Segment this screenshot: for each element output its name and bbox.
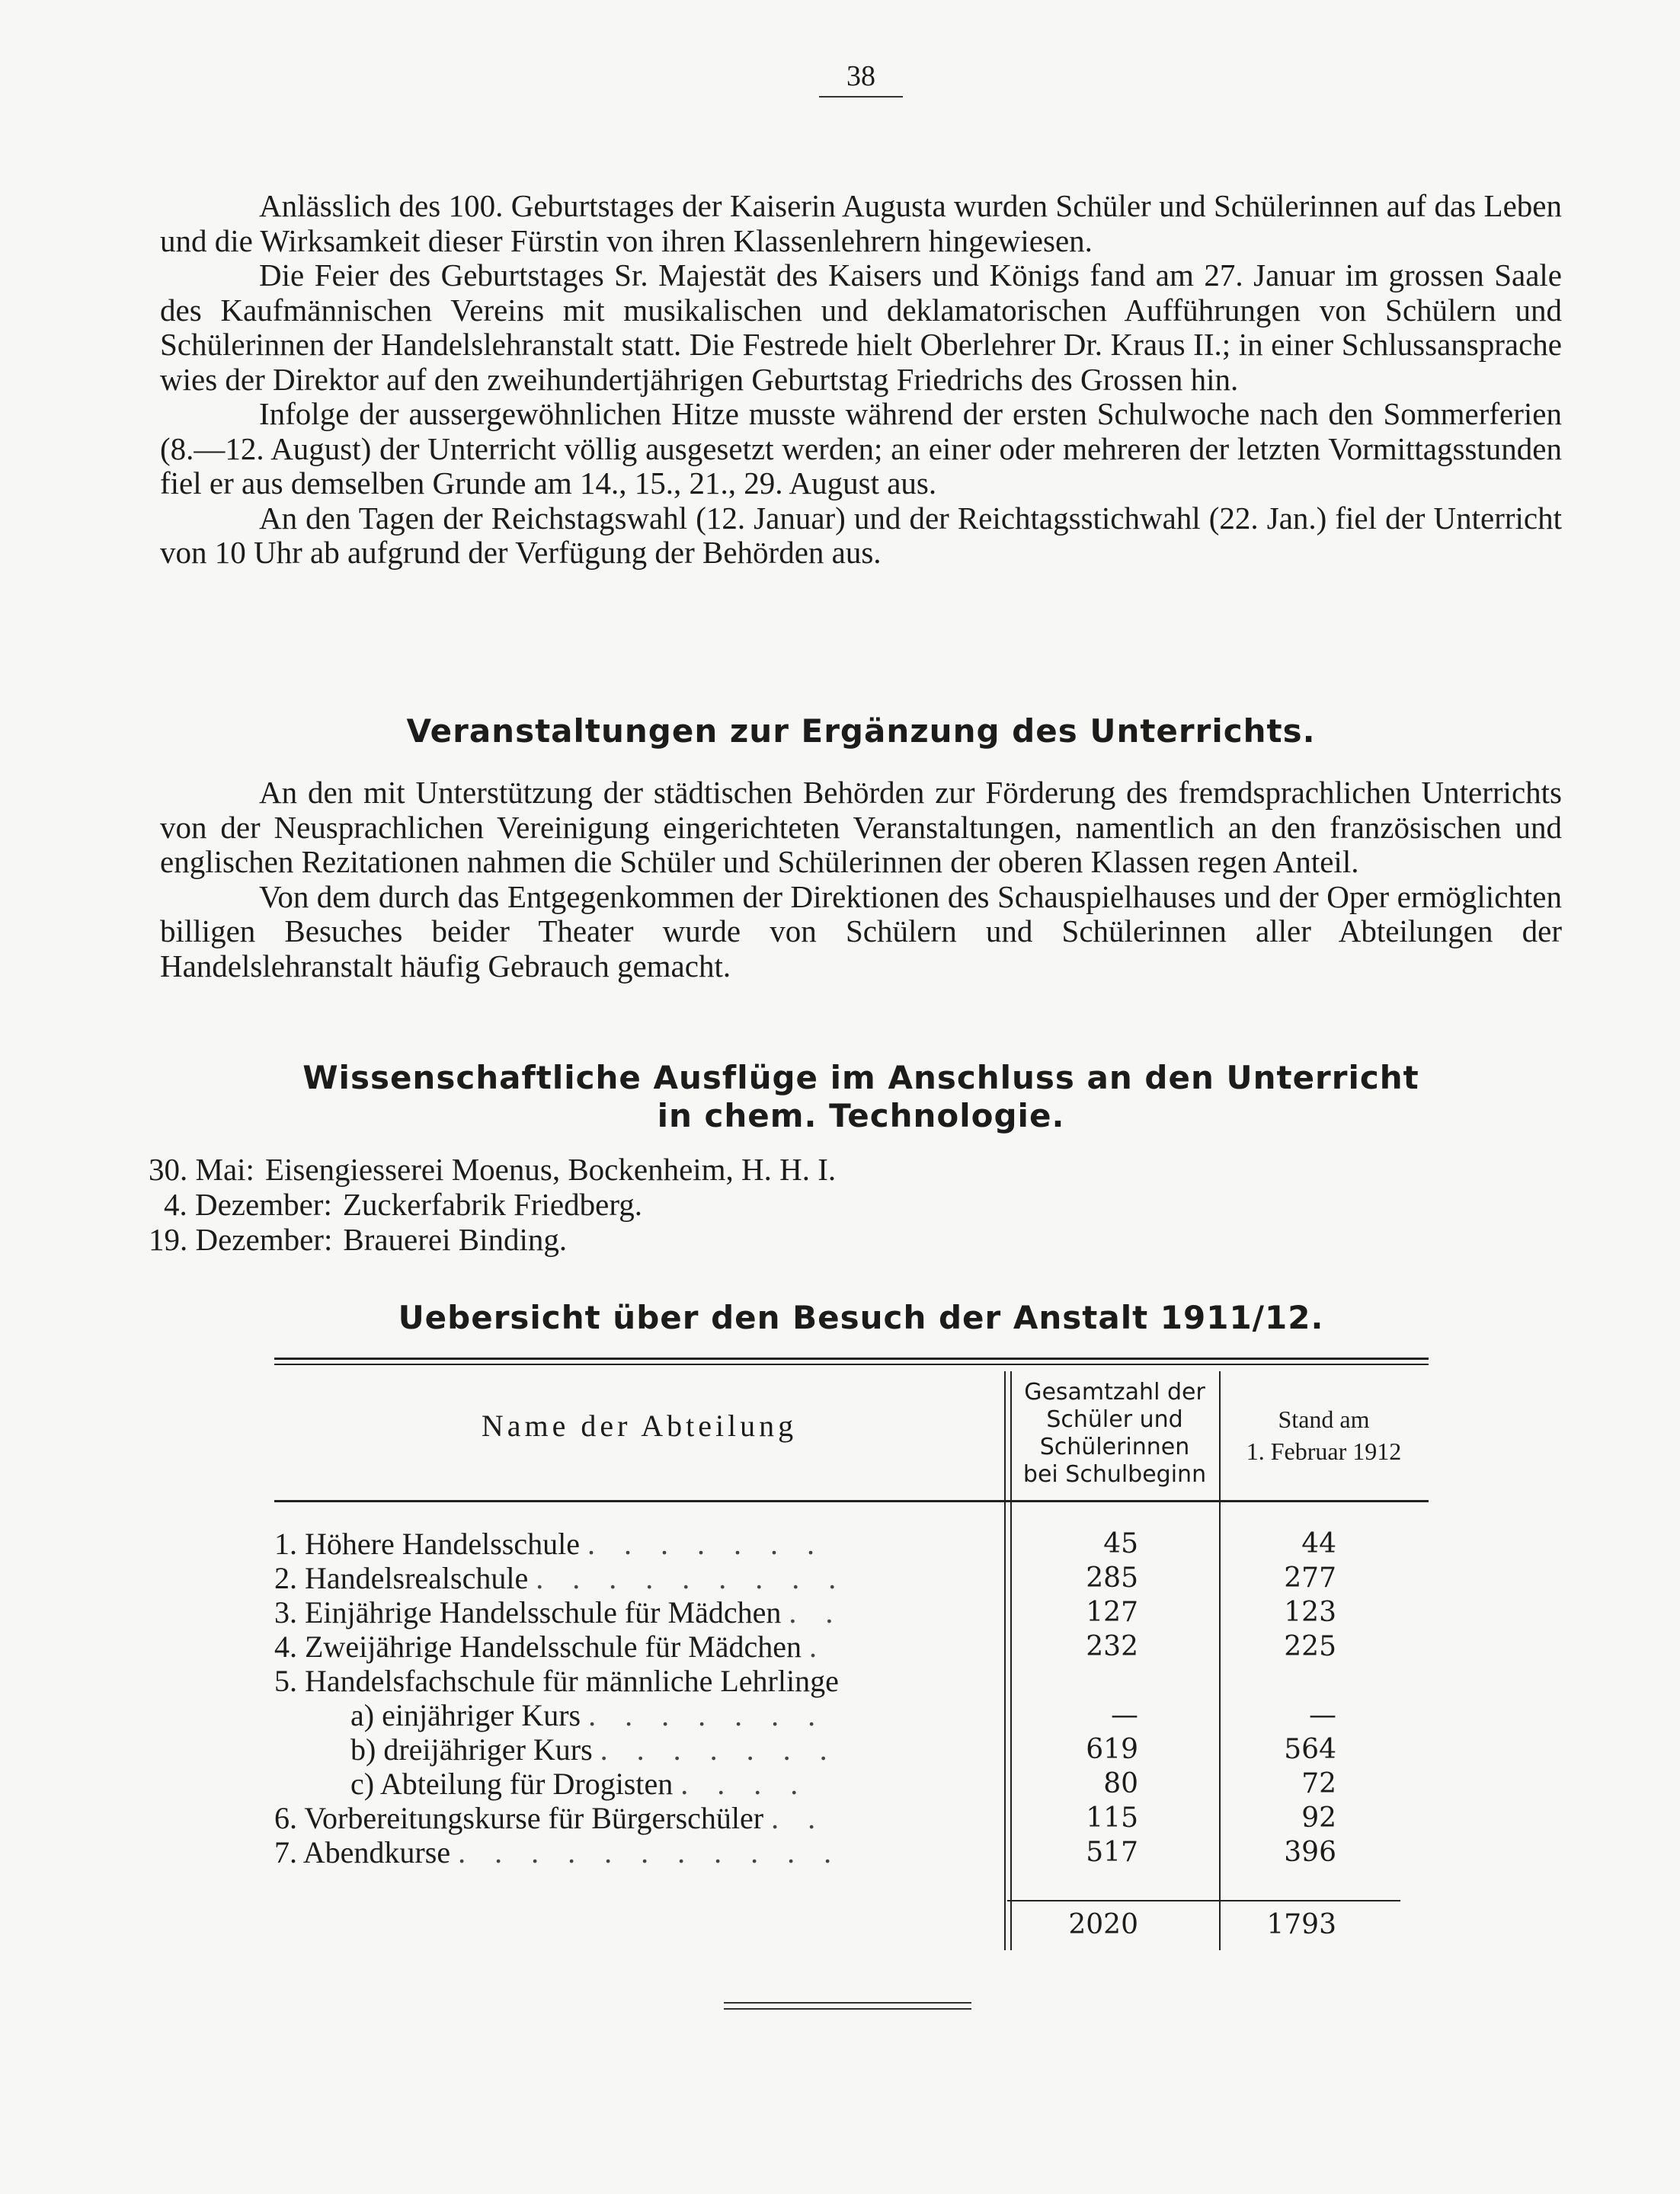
leader-dots: . — [808, 1630, 827, 1664]
excursion-place: Brauerei Binding. — [343, 1222, 568, 1257]
row-name — [274, 1630, 960, 1664]
row-stand: 277 — [1284, 1562, 1336, 1594]
row-name — [274, 1908, 960, 1942]
table-sum-row — [274, 1908, 1429, 1942]
row-label: 4. Zweijährige Handelsschule für Mädchen — [274, 1630, 802, 1664]
list-item — [149, 1152, 1291, 1187]
row-total: 127 — [1086, 1597, 1138, 1628]
table-row — [274, 1698, 1429, 1732]
excursion-date: 4. Dezember: — [164, 1187, 332, 1222]
table-row — [274, 1561, 1429, 1595]
row-label: b) dreijähriger Kurs — [350, 1732, 593, 1767]
table-rule — [1007, 1900, 1400, 1901]
header-line: Gesamtzahl der — [1024, 1379, 1205, 1406]
row-total: — — [1111, 1700, 1138, 1731]
table-row — [274, 1801, 1429, 1835]
row-stand: 44 — [1301, 1528, 1336, 1559]
row-name — [274, 1527, 960, 1561]
list-item — [149, 1187, 1291, 1222]
table-row — [274, 1527, 1429, 1561]
leader-dots: . . . . . . . — [600, 1732, 838, 1767]
sum-total: 2020 — [1068, 1909, 1138, 1940]
heading-line: in chem. Technologie. — [657, 1097, 1065, 1134]
row-stand: 564 — [1284, 1734, 1336, 1765]
table-row — [274, 1767, 1429, 1801]
header-line: Schülerinnen — [1039, 1434, 1190, 1460]
section-heading-ausfluege — [160, 1059, 1562, 1135]
leader-dots: . . . . . . . . . — [536, 1561, 847, 1595]
table-body — [274, 1527, 1429, 1869]
sum-stand: 1793 — [1266, 1909, 1336, 1940]
row-stand: 123 — [1284, 1597, 1336, 1628]
paragraph: Von dem durch das Entgegenkommen der Direktionen des Schauspielhauses und der Oper ermöglichten billigen Besuches beider Theater wurde von Schülern und Schülerinnen aller Abteilungen der Handelslehranstalt häufig Gebrauch gemacht. — [160, 878, 1562, 983]
row-label: 7. Abendkurse — [274, 1835, 451, 1869]
row-total: 619 — [1086, 1734, 1138, 1765]
table-row — [274, 1835, 1429, 1869]
table-rule — [274, 1364, 1429, 1365]
row-label: 1. Höhere Handelsschule — [274, 1527, 580, 1561]
table-row — [274, 1664, 1429, 1698]
end-rule — [724, 2008, 971, 2010]
row-total: 232 — [1086, 1631, 1138, 1662]
row-total: 45 — [1103, 1528, 1138, 1559]
row-stand: — — [1309, 1700, 1336, 1731]
table-row — [274, 1732, 1429, 1767]
row-name — [274, 1698, 960, 1732]
leader-dots: . . . . . . . — [587, 1527, 825, 1561]
excursion-list — [149, 1152, 1291, 1257]
paragraph: Infolge der aussergewöhnlichen Hitze musste während der ersten Schulwoche nach den Sommerferien (8.—12. August) der Unterricht völlig ausgesetzt werden; an einer oder mehreren der letzten Vormittagsstunden fiel er aus demselben Grunde am 14., 15., 21., 29. August aus. — [160, 396, 1562, 501]
table-row — [274, 1630, 1429, 1664]
row-total: 517 — [1086, 1837, 1138, 1868]
header-line: Stand am — [1278, 1406, 1370, 1433]
section-heading-uebersicht: Uebersicht über den Besuch der Anstalt 1911/12. — [398, 1299, 1324, 1336]
page-number: 38 — [819, 59, 903, 98]
header-line: 1. Februar 1912 — [1246, 1438, 1402, 1465]
leader-dots: . . . . . . . — [588, 1698, 827, 1732]
column-header-total — [1010, 1379, 1219, 1489]
row-stand: 72 — [1301, 1768, 1336, 1799]
row-stand — [1192, 1664, 1336, 1698]
table-row — [274, 1595, 1429, 1630]
column-header-name: Name der Abteilung — [481, 1409, 798, 1443]
section-heading-veranstaltungen: Veranstaltungen zur Ergänzung des Unterrichts. — [406, 712, 1316, 750]
leader-dots: . . . . . . . . . . . — [458, 1835, 843, 1869]
excursion-date: 19. Dezember: — [149, 1222, 333, 1257]
excursion-place: Zuckerfabrik Friedberg. — [342, 1187, 642, 1222]
paragraph: Anlässlich des 100. Geburtstages der Kaiserin Augusta wurden Schüler und Schülerinnen auf das Leben und die Wirksamkeit dieser Fürstin von ihren Klassenlehrern hingewiesen. — [160, 188, 1562, 258]
row-total: 285 — [1086, 1562, 1138, 1594]
row-stand: 225 — [1284, 1631, 1336, 1662]
paragraph: An den mit Unterstützung der städtischen Behörden zur Förderung des fremdsprachlichen Unterrichts von der Neusprachlichen Vereinigung eingerichteten Veranstaltungen, namentlich an den französischen und englischen Rezitationen nahmen die Schüler und Schülerinnen der oberen Klassen regen Anteil. — [160, 775, 1562, 879]
excursion-place: Eisengiesserei Moenus, Bockenheim, H. H. I. — [264, 1152, 837, 1187]
row-label: c) Abteilung für Drogisten — [350, 1767, 674, 1801]
excursion-date: 30. Mai: — [149, 1152, 254, 1187]
row-stand: 92 — [1301, 1802, 1336, 1834]
header-line: Schüler und — [1046, 1406, 1183, 1433]
row-total — [1032, 1664, 1138, 1698]
attendance-table — [274, 1358, 1429, 1967]
row-label: 5. Handelsfachschule für männliche Lehrlinge — [274, 1664, 839, 1698]
paragraph: An den Tagen der Reichstagswahl (12. Januar) und der Reichtagsstichwahl (22. Jan.) fiel der Unterricht von 10 Uhr ab aufgrund der Verfügung der Behörden aus. — [160, 500, 1562, 570]
leader-dots: . . — [771, 1801, 827, 1835]
heading-line: Wissenschaftliche Ausflüge im Anschluss an den Unterricht — [302, 1059, 1419, 1096]
row-name — [274, 1835, 960, 1869]
row-name — [274, 1595, 960, 1630]
row-name — [274, 1561, 960, 1595]
paragraph-block-1 — [160, 189, 1562, 571]
end-rule — [724, 2002, 971, 2004]
paragraph-block-2 — [160, 776, 1562, 983]
row-total: 80 — [1103, 1768, 1138, 1799]
row-label: a) einjähriger Kurs — [350, 1698, 581, 1732]
row-total: 115 — [1086, 1802, 1138, 1834]
leader-dots: . . — [789, 1595, 844, 1630]
column-header-stand — [1219, 1403, 1429, 1467]
row-label: 2. Handelsrealschule — [274, 1561, 529, 1595]
leader-dots: . . . . — [680, 1767, 809, 1801]
header-line: bei Schulbeginn — [1022, 1461, 1207, 1488]
paragraph: Die Feier des Geburtstages Sr. Majestät des Kaisers und Königs fand am 27. Januar im grossen Saale des Kaufmännischen Vereins mit musikalischen und deklamatorischen Aufführungen von Schülern und Schülerinnen der Handelslehranstalt statt. Die Festrede hielt Oberlehrer Dr. Kraus II.; in einer Schlussansprache wies der Direktor auf den zweihundertjährigen Geburtstag Friedrichs des Grossen hin. — [160, 257, 1562, 397]
table-rule — [274, 1500, 1429, 1502]
row-name — [274, 1664, 960, 1698]
row-name — [274, 1801, 960, 1835]
row-label: 3. Einjährige Handelsschule für Mädchen — [274, 1595, 782, 1630]
row-name — [274, 1767, 960, 1801]
row-label: 6. Vorbereitungskurse für Bürgerschüler — [274, 1801, 764, 1835]
row-stand: 396 — [1284, 1837, 1336, 1868]
list-item — [149, 1222, 1291, 1257]
table-rule — [274, 1358, 1429, 1360]
row-name — [274, 1732, 960, 1767]
